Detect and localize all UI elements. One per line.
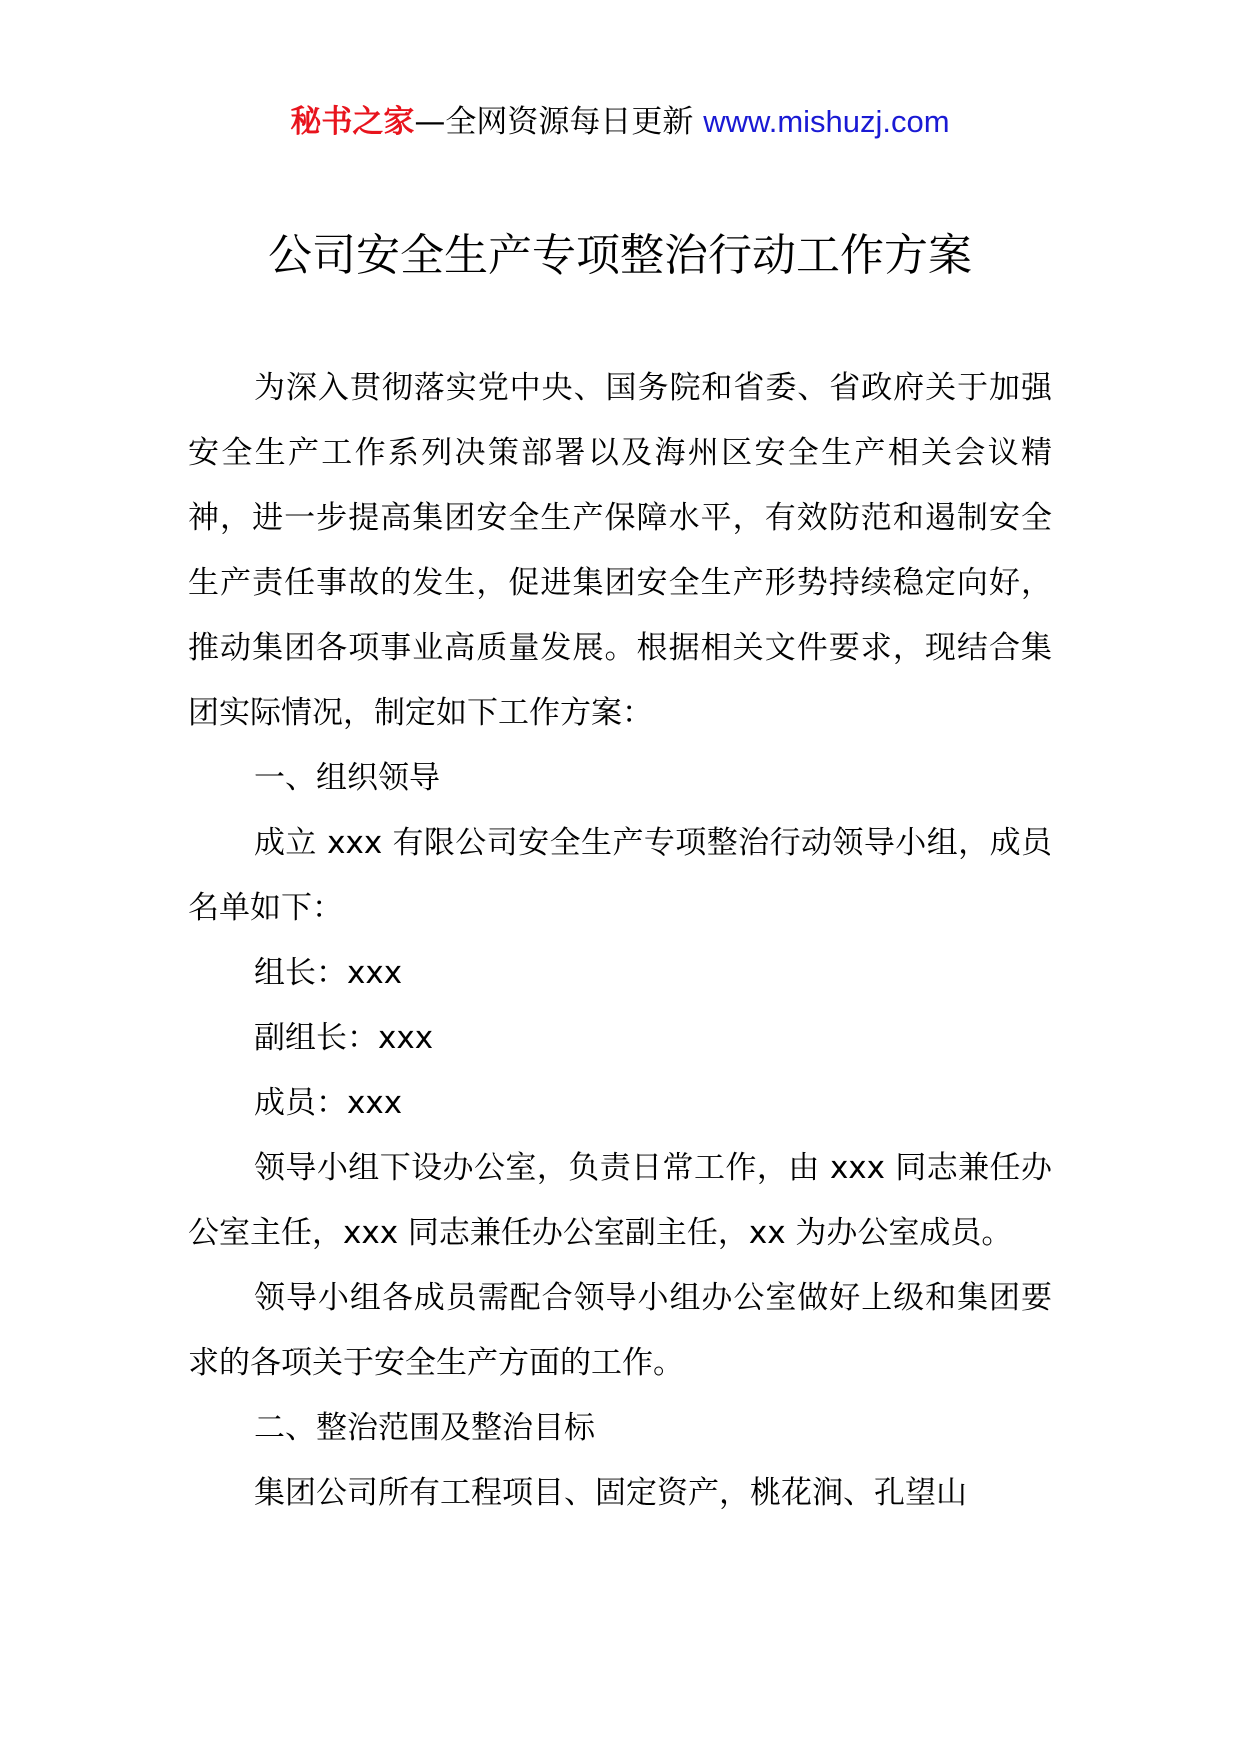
member-members: 成员：xxx	[254, 1085, 403, 1121]
site-url-link[interactable]: www.mishuzj.com	[703, 104, 950, 139]
section-heading-scope: 二、整治范围及整治目标	[254, 1410, 595, 1446]
site-header	[0, 100, 1240, 144]
paragraph-scope: 集团公司所有工程项目、固定资产，桃花涧、孔望山	[254, 1475, 967, 1511]
paragraph-intro: 为深入贯彻落实党中央、国务院和省委、省政府关于加强安全生产工作系列决策部署以及海州区安全生产相关会议精神，进一步提高集团安全生产保障水平，有效防范和遏制安全生产责任事故的发生，促进集团安全生产形势持续稳定向好，推动集团各项事业高质量发展。根据相关文件要求，现结合集团实际情况，制定如下工作方案：	[188, 370, 1052, 731]
member-deputy-leader: 副组长：xxx	[254, 1020, 434, 1056]
member-leader: 组长：xxx	[254, 955, 403, 991]
paragraph-office: 领导小组下设办公室，负责日常工作，由 xxx 同志兼任办公室主任，xxx 同志兼任办公室副主任，xx 为办公室成员。	[188, 1150, 1052, 1251]
paragraph-cooperation: 领导小组各成员需配合领导小组办公室做好上级和集团要求的各项关于安全生产方面的工作。	[188, 1280, 1052, 1381]
section-heading-organization: 一、组织领导	[254, 760, 440, 796]
document-title: 公司安全生产专项整治行动工作方案	[268, 230, 972, 281]
header-tagline: —全网资源每日更新	[414, 104, 704, 140]
paragraph-group-establishment: 成立 xxx 有限公司安全生产专项整治行动领导小组，成员名单如下：	[188, 825, 1052, 926]
document-body	[188, 356, 1052, 1526]
brand-name: 秘书之家	[290, 104, 415, 140]
